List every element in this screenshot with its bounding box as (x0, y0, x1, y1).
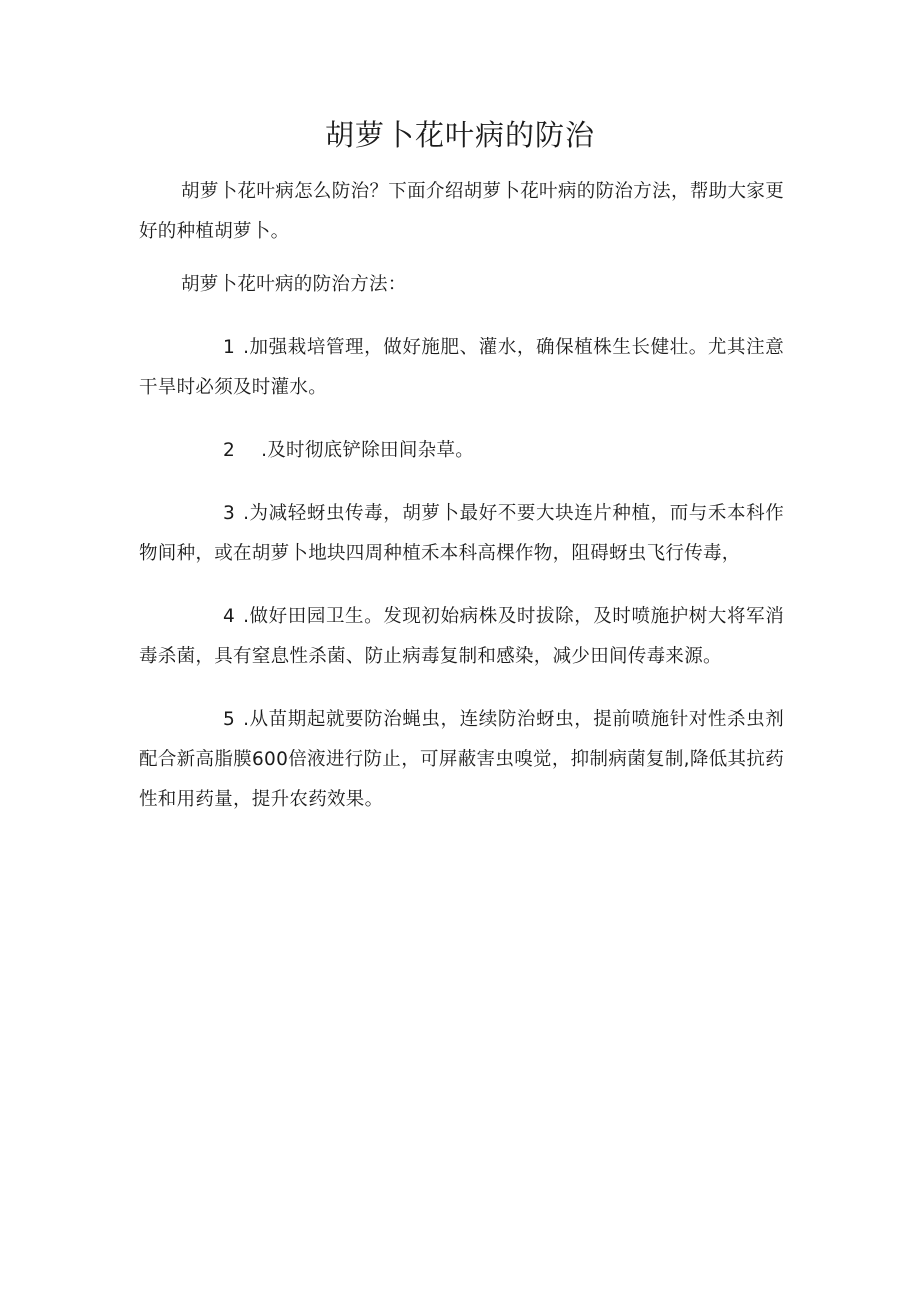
item-text: .为减轻蚜虫传毒，胡萝卜最好不要大块连片种植，而与禾本科作物间种，或在胡萝卜地块四周种植禾本科高棵作物，阻碍蚜虫飞行传毒， (139, 503, 784, 564)
item-number: 3 (223, 503, 236, 524)
methods-heading: 胡萝卜花叶病的防治方法： (181, 274, 407, 295)
item-number: 1 (223, 337, 236, 358)
item-text: .加强栽培管理，做好施肥、灌水，确保植株生长健壮。尤其注意干旱时必须及时灌水。 (139, 337, 784, 398)
method-item-1 (139, 328, 784, 408)
item-number: 5 (223, 709, 236, 730)
method-item-5 (139, 700, 784, 820)
method-item-3 (139, 494, 784, 574)
document-body (139, 172, 784, 843)
item-text: .做好田园卫生。发现初始病株及时拔除，及时喷施护树大将军消毒杀菌，具有窒息性杀菌、防止病毒复制和感染，减少田间传毒来源。 (139, 606, 784, 667)
method-item-2 (139, 431, 784, 471)
item-text: .及时彻底铲除田间杂草。 (261, 440, 475, 461)
item-text: .从苗期起就要防治蝇虫，连续防治蚜虫，提前喷施针对性杀虫剂配合新高脂膜600倍液进行防止，可屏蔽害虫嗅觉，抑制病菌复制,降低其抗药性和用药量，提升农药效果。 (139, 709, 784, 810)
document-title: 胡萝卜花叶病的防治 (324, 118, 595, 152)
intro-paragraph: 胡萝卜花叶病怎么防治？下面介绍胡萝卜花叶病的防治方法，帮助大家更好的种植胡萝卜。 (139, 181, 784, 242)
method-item-4 (139, 597, 784, 677)
item-number: 4 (223, 606, 236, 627)
item-number: 2 (223, 440, 236, 461)
